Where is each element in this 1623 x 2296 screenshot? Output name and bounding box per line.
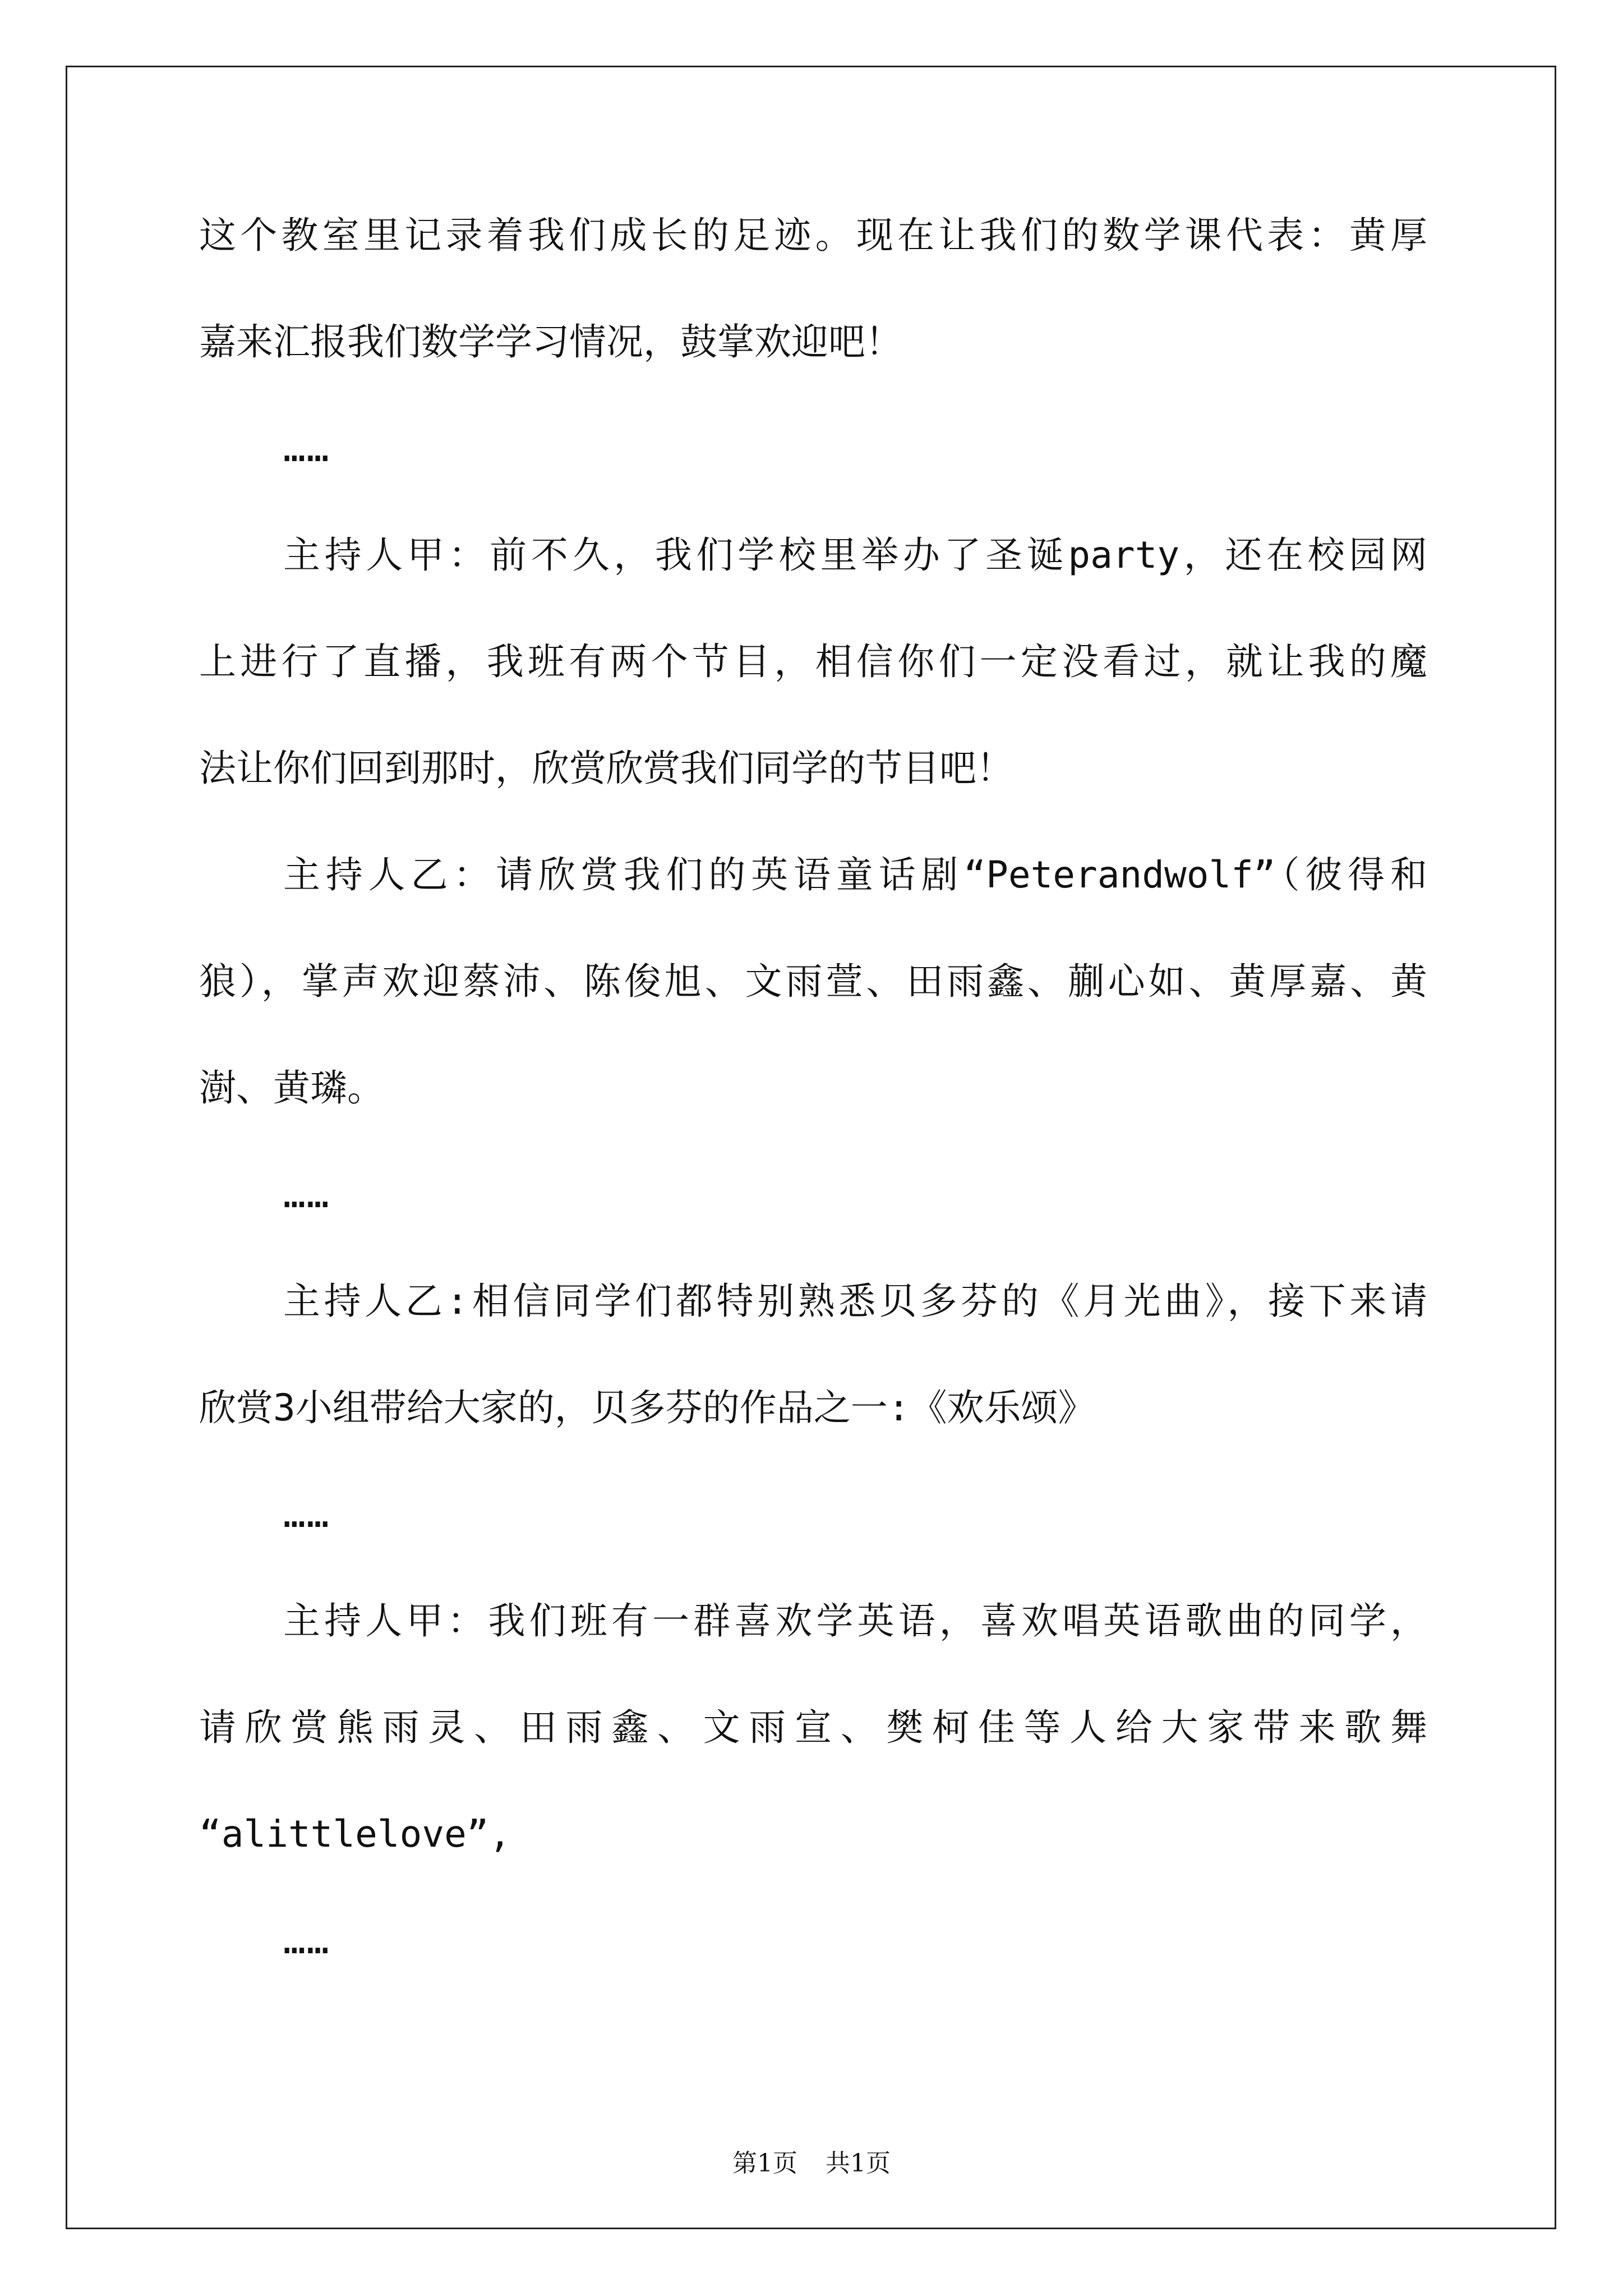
text-line: 欣赏3小组带给大家的，贝多芬的作品之一:《欢乐颂》	[199, 1386, 1095, 1429]
text-line: 主持人乙:相信同学们都特别熟悉贝多芬的《月光曲》，接下来请	[283, 1280, 1427, 1323]
ellipsis-line: ……	[283, 1173, 330, 1216]
ellipsis-line: ……	[283, 1493, 330, 1536]
text-line: 嘉来汇报我们数学学习情况，鼓掌欢迎吧！	[199, 320, 902, 364]
ellipsis-line: ……	[283, 1919, 330, 1962]
page-border	[66, 66, 1556, 2229]
text-line: 请欣赏熊雨灵、田雨鑫、文雨宣、樊柯佳等人给大家带来歌舞	[199, 1706, 1427, 1749]
page-total: 共1页	[826, 2149, 891, 2178]
text-line: 这个教室里记录着我们成长的足迹。现在让我们的数学课代表：黄厚	[199, 214, 1427, 257]
text-line: 澍、黄璘。	[199, 1066, 384, 1110]
page-number: 第1页	[732, 2149, 797, 2178]
text-line: 主持人甲：前不久，我们学校里举办了圣诞party，还在校园网	[283, 533, 1427, 577]
text-line: 法让你们回到那时，欣赏欣赏我们同学的节目吧！	[199, 747, 1013, 790]
text-line: 主持人甲：我们班有一群喜欢学英语，喜欢唱英语歌曲的同学，	[283, 1599, 1427, 1642]
text-line: 上进行了直播，我班有两个节目，相信你们一定没看过，就让我的魔	[199, 640, 1427, 683]
text-line: “alittlelove”,	[199, 1812, 511, 1856]
ellipsis-line: ……	[283, 427, 330, 470]
page-footer	[0, 2143, 1623, 2179]
text-line: 主持人乙：请欣赏我们的英语童话剧“Peterandwolf”（彼得和	[283, 853, 1427, 896]
text-line: 狼），掌声欢迎蔡沛、陈俊旭、文雨萱、田雨鑫、蒯心如、黄厚嘉、黄	[199, 960, 1427, 1003]
